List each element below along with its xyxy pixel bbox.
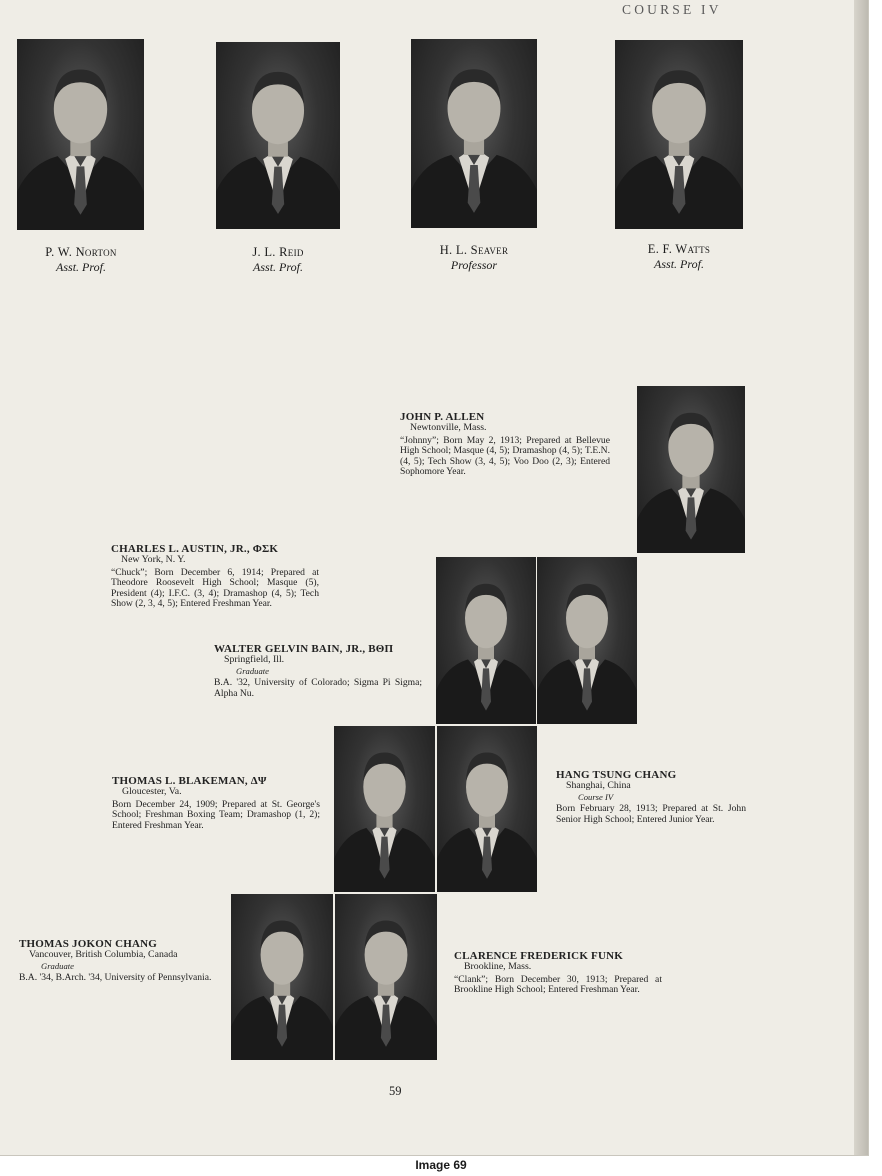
- student-hometown: Springfield, Ill.: [224, 654, 285, 665]
- student-photo-blakeman: [334, 726, 435, 892]
- student-photo-allen: [637, 386, 745, 553]
- student-photo-hang-chang: [437, 726, 537, 892]
- faculty-name: E. F. Watts: [647, 242, 711, 256]
- bio-austin: [111, 543, 319, 610]
- faculty-caption-norton: [12, 245, 150, 275]
- student-name: THOMAS L. BLAKEMAN, ΔΨ: [112, 775, 267, 787]
- student-note: Course IV: [578, 791, 614, 802]
- student-photo-austin: [537, 557, 637, 724]
- faculty-rank: Asst. Prof.: [56, 260, 106, 274]
- student-text: Born February 28, 1913; Prepared at St. John Senior High School; Entered Junior Year.: [556, 803, 746, 825]
- faculty-caption-watts: [610, 242, 748, 272]
- portrait-silhouette: [637, 386, 745, 553]
- student-note: Graduate: [236, 665, 269, 676]
- faculty-name: P. W. Norton: [45, 245, 117, 259]
- student-name: HANG TSUNG CHANG: [556, 769, 677, 781]
- student-text: “Clank”; Born December 30, 1913; Prepared at Brookline High School; Entered Freshman Year.: [454, 973, 662, 996]
- portrait-silhouette: [437, 726, 537, 892]
- student-hometown: Gloucester, Va.: [122, 786, 182, 797]
- faculty-rank: Asst. Prof.: [253, 260, 303, 274]
- student-name: THOMAS JOKON CHANG: [19, 938, 158, 950]
- student-hometown: Newtonville, Mass.: [410, 422, 487, 433]
- page-number: 59: [389, 1084, 402, 1098]
- faculty-caption-reid: [210, 245, 346, 275]
- small-caps-surname: orton: [84, 245, 117, 259]
- student-text: B.A. '34, B.Arch. '34, University of Pennsylvania.: [19, 972, 212, 984]
- student-name: WALTER GELVIN BAIN, JR., BΘΠ: [214, 643, 394, 655]
- faculty-photo-reid: [216, 42, 340, 229]
- portrait-silhouette: [537, 557, 637, 724]
- student-hometown: Brookline, Mass.: [464, 961, 532, 972]
- student-photo-bain: [436, 557, 536, 724]
- student-name: JOHN P. ALLEN: [400, 411, 485, 423]
- portrait-silhouette: [17, 39, 144, 230]
- faculty-name: H. L. Seaver: [439, 243, 509, 257]
- course-header: COURSE IV: [622, 2, 722, 17]
- bio-hang-chang: [556, 769, 746, 825]
- student-name: CHARLES L. AUSTIN, JR., ΦΣK: [111, 543, 279, 555]
- bio-blakeman: [112, 775, 320, 831]
- faculty-rank: Professor: [450, 258, 498, 272]
- bio-funk: [454, 950, 662, 996]
- student-text: Born December 24, 1909; Prepared at St. George's School; Freshman Boxing Team; Dramashop (1, 2); Entered Freshman Year.: [112, 798, 320, 831]
- small-caps-surname: atts: [687, 242, 711, 256]
- student-hometown: Shanghai, China: [566, 780, 631, 791]
- page-edge: [854, 0, 868, 1155]
- student-name: CLARENCE FREDERICK FUNK: [454, 950, 623, 962]
- faculty-caption-seaver: [405, 243, 543, 273]
- student-text: “Johnny”; Born May 2, 1913; Prepared at Bellevue High School; Masque (4, 5); Dramashop (4, 5); T.E.N. (4, 5); Tech Show (3, 4, 5); Voo Doo (2, 3); Entered Sophomore Year.: [400, 434, 610, 478]
- image-caption: Image 69: [415, 1158, 467, 1172]
- bio-thomas-chang: [19, 938, 215, 984]
- portrait-silhouette: [216, 42, 340, 229]
- student-photo-thomas-chang: [231, 894, 333, 1060]
- faculty-rank: Asst. Prof.: [654, 257, 704, 271]
- faculty-photo-seaver: [411, 39, 537, 228]
- faculty-photo-watts: [615, 40, 743, 229]
- portrait-silhouette: [436, 557, 536, 724]
- bio-bain: [214, 643, 422, 699]
- small-caps-surname: eid: [287, 245, 304, 259]
- student-note: Graduate: [41, 960, 74, 971]
- student-text: “Chuck”; Born December 6, 1914; Prepared at Theodore Roosevelt High School; Masque (5), President (4); I.F.C. (3, 4); Dramashop (4, 5); Tech Show (2, 3, 4, 5); Entered Freshman Year.: [111, 566, 319, 610]
- portrait-silhouette: [411, 39, 537, 228]
- small-caps-surname: eaver: [477, 243, 509, 257]
- portrait-silhouette: [334, 726, 435, 892]
- student-text: B.A. '32, University of Colorado; Sigma Pi Sigma; Alpha Nu.: [214, 677, 422, 699]
- bio-allen: [400, 411, 610, 478]
- student-photo-funk: [335, 894, 437, 1060]
- student-hometown: Vancouver, British Columbia, Canada: [29, 949, 178, 960]
- faculty-name: J. L. Reid: [252, 245, 304, 259]
- portrait-silhouette: [231, 894, 333, 1060]
- portrait-silhouette: [335, 894, 437, 1060]
- faculty-photo-norton: [17, 39, 144, 230]
- student-hometown: New York, N. Y.: [121, 554, 186, 565]
- portrait-silhouette: [615, 40, 743, 229]
